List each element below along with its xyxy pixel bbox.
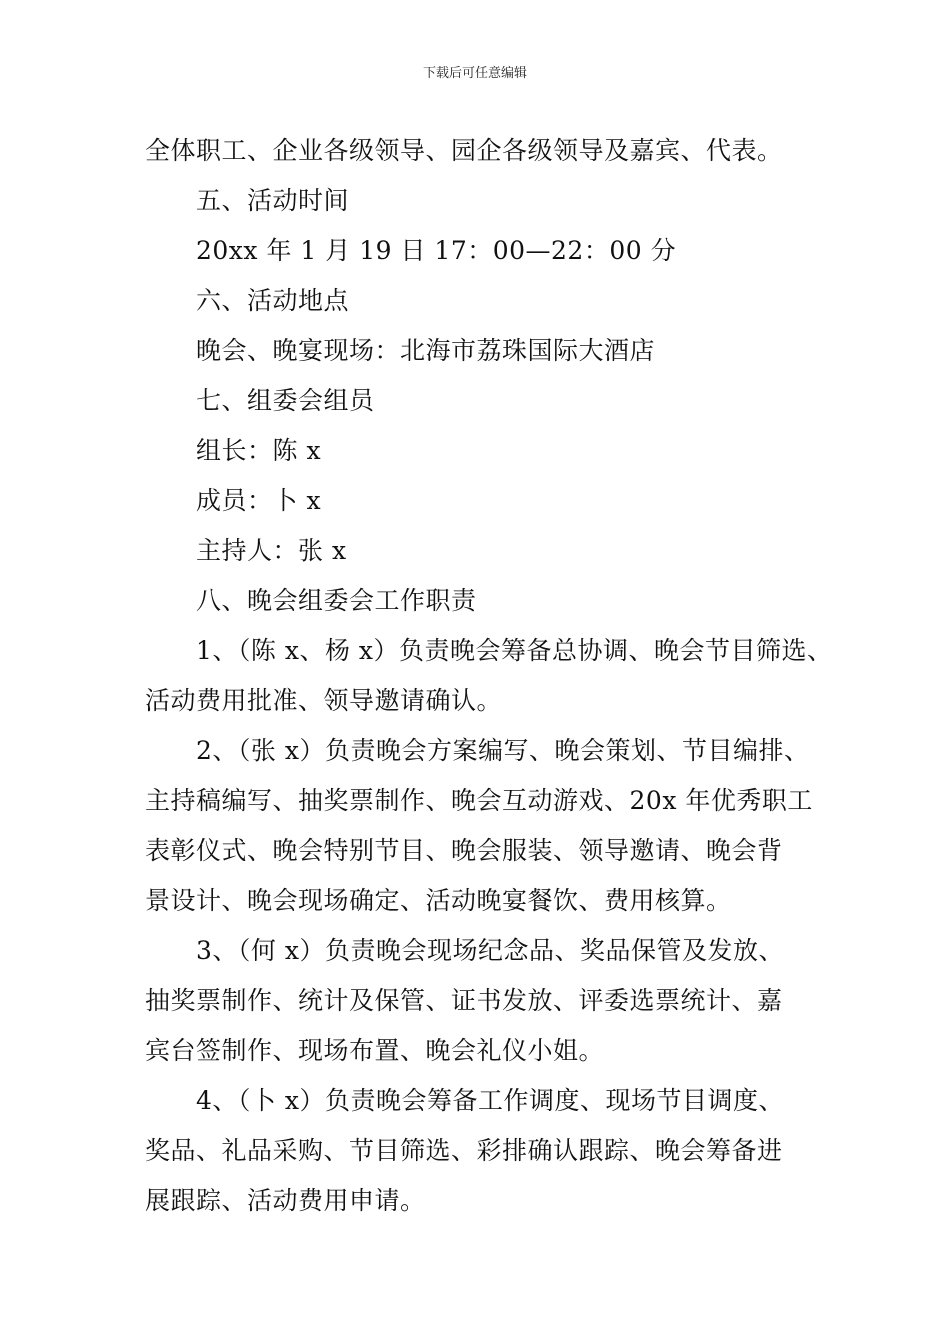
text-line: 全体职工、企业各级领导、园企各级领导及嘉宾、代表。 [145,136,783,165]
page-header: 下载后可任意编辑 [422,66,527,81]
document-body [145,126,833,1226]
text-line: 表彰仪式、晚会特别节目、晚会服装、领导邀请、晚会背 [145,836,783,865]
text-line: 2、（张 x）负责晚会方案编写、晚会策划、节目编排、 [196,736,810,765]
text-line: 成员：卜 x [196,486,322,515]
text-line: 奖品、礼品采购、节目筛选、彩排确认跟踪、晚会筹备进 [145,1136,783,1165]
section-heading-committee: 七、组委会组员 [196,386,375,415]
text-line: 宾台签制作、现场布置、晚会礼仪小姐。 [145,1036,605,1065]
text-line: 抽奖票制作、统计及保管、证书发放、评委选票统计、嘉 [145,986,783,1015]
text-line: 4、（卜 x）负责晚会筹备工作调度、现场节目调度、 [196,1086,784,1115]
text-line: 组长：陈 x [196,436,322,465]
text-line: 主持人：张 x [196,536,347,565]
text-line: 景设计、晚会现场确定、活动晚宴餐饮、费用核算。 [145,886,732,915]
text-line: 晚会、晚宴现场：北海市荔珠国际大酒店 [196,336,656,365]
section-heading-duties: 八、晚会组委会工作职责 [196,586,477,615]
text-line: 展跟踪、活动费用申请。 [145,1186,426,1215]
section-heading-time: 五、活动时间 [196,186,350,215]
text-line: 1、（陈 x、杨 x）负责晚会筹备总协调、晚会节目筛选、 [196,636,833,665]
section-heading-location: 六、活动地点 [196,286,350,315]
text-line: 20xx 年 1 月 19 日 17：00—22：00 分 [196,236,677,265]
text-line: 3、（何 x）负责晚会现场纪念品、奖品保管及发放、 [196,936,784,965]
text-line: 活动费用批准、领导邀请确认。 [145,686,503,715]
text-line: 主持稿编写、抽奖票制作、晚会互动游戏、20x 年优秀职工 [145,786,813,815]
